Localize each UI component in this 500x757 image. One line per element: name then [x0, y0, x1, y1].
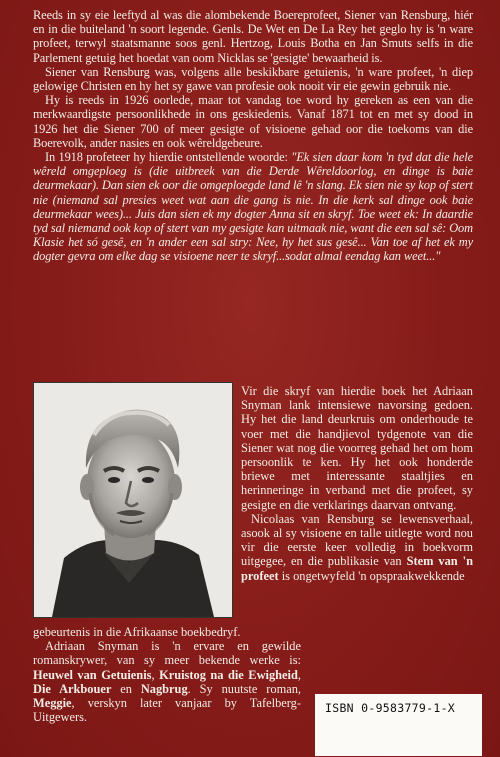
work-title: Heuwel van Getuienis [33, 667, 152, 682]
isbn-number: ISBN 0-9583779-1-X [325, 701, 456, 715]
prophecy-intro: In 1918 profeteer hy hierdie ontstellende woorde: [45, 150, 288, 165]
isbn-box [315, 694, 482, 756]
paragraph-intro: Reeds in sy eie leeftyd al was die alombekende Boereprofeet, Siener van Rensburg, hiér en in die buiteland 'n soort legende. Genls. De Wet en De La Rey het geglo hy is 'n ware profeet, terwyl staatsmanne soos genl. Hertzog, Louis Botha en Jan Smuts selfs in die Parlement getuig het hoedat van oom Nicklas se 'gesigte' bewaarheid is. [33, 8, 473, 65]
author-photo [33, 382, 233, 618]
paragraph-research: Vir die skryf van hierdie boek het Adriaan Snyman lank intensiewe navorsing gedoen. Hy het die land deurkruis om onderhoude te voer met die handjievol tydgenote van die Siener wat nog die voorreg gehad het om hom persoonlik te ken. Hy het ook honderde briewe met interessante staaltjies en herinneringe in verband met die profeet, sy gesigte en die verklarings daarvan ontvang. [241, 384, 473, 512]
top-text-block [33, 8, 473, 264]
book-title: Stem van 'n profeet [241, 554, 473, 583]
paragraph-legacy: Hy is reeds in 1926 oorlede, maar tot vandag toe word hy gereken as een van die merkwaardigste persoonlikhede in ons geskiedenis. Vanaf 1871 tot en met sy dood in 1926 het die Siener 700 of meer gesigte of visioene gehad oor die toekoms van die Boerevolk, ander nasies en ook wêreldgebeure. [33, 93, 473, 150]
continued-line: gebeurtenis in die Afrikaanse boekbedryf. [33, 625, 241, 639]
paragraph-author: Adriaan Snyman is 'n ervare en gewilde romanskrywer, van sy meer bekende werke is: Heuwel van Getuienis, Kruistog na die Ewigheid, Die Arkbouer en Nagbrug. Sy nuutste roman, Meggie, verskyn later vanjaar by Tafelberg-Uitgewers. [33, 639, 473, 724]
paragraph-publication: Nicolaas van Rensburg se lewensverhaal, asook al sy visioene en talle uitlegte word nou vir die eerste keer volledig in boekvorm uitgegee, en die publikasie van Stem van 'n profeet is ongetwyfeld 'n opspraakwekkende [241, 511, 473, 583]
prophecy-quote: "Ek sien daar kom 'n tyd dat die hele wêreld omgeploeg is (die uitbreek van die Derde Wêreldoorlog, en dinge is baie deurmekaar). Dan sien ek oor die omgeploegde land lê 'n slang. Ek sien nie sy kop of stert nie (niemand sal presies weet wat aan die gang is nie. In die kerk sal dinge ook baie deurmekaar wees)... Juis dan sien ek my dogter Anna sit en skryf. Toe weet ek: In daardie tyd sal niemand ook kop of stert van my gesigte kan uitmaak nie, want die een sal sê: Oom Klasie het só gesê, en 'n ander een sal stry: Nee, hy het sus gesê... Van toe af het ek my dogter gevra om elke dag se visioene neer te skryf...sodat almal eendag kan weet..." [33, 150, 473, 264]
work-title: Nagbrug [140, 681, 188, 696]
paragraph-prophecy [33, 150, 473, 264]
work-title: Die Arkbouer [33, 681, 112, 696]
paragraph-true-prophet: Siener van Rensburg was, volgens alle beskikbare getuienis, 'n ware profeet, 'n diep gelowige Christen en hy het sy gawe van profesie ook nooit vir eie gewin gebruik nie. [33, 64, 473, 94]
latest-work-title: Meggie [33, 696, 72, 711]
right-column-text [241, 384, 473, 583]
work-title: Kruistog na die Ewigheid [159, 667, 298, 682]
